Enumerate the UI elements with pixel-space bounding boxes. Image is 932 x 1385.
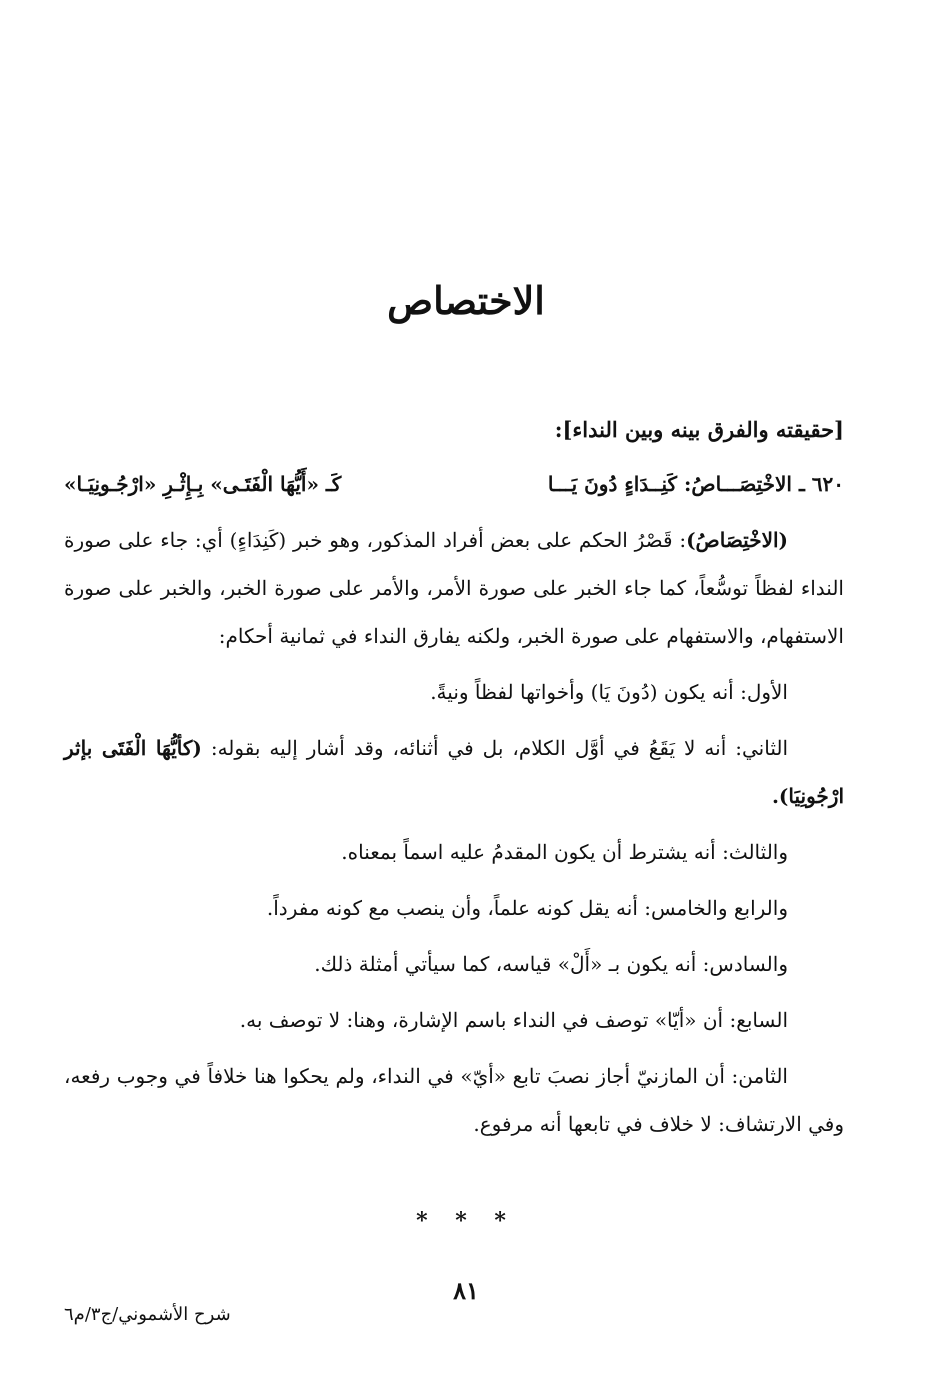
definition-term: (الاخْتِصَاصُ) [686,528,788,552]
rule-second [64,724,844,820]
definition-paragraph [64,516,844,660]
rule-third: والثالث: أنه يشترط أن يكون المقدمُ عليه اسماً بمعناه. [341,840,788,864]
rule-sixth: والسادس: أنه يكون بـ «أَلْ» قياسه، كما سيأتي أمثلة ذلك. [314,952,788,976]
verse-hemistich-2: كَـ «أَيُّهَا الْفَتَـى» بِـإِثْـرِ «ارْجُـونِيَـا» [64,472,342,496]
rule-fourth-fifth: والرابع والخامس: أنه يقل كونه علماً، وأن ينصب مع كونه مفرداً. [266,896,788,920]
rule-second-text: الثاني: أنه لا يَقَعُ في أوَّل الكلام، بل في أثنائه، وقد أشار إليه بقوله: [210,736,789,760]
section-heading: [حقيقته والفرق بينه وبين النداء]: [554,417,844,442]
rule-first: الأول: أنه يكون (دُونَ يَا) وأخواتها لفظاً ونيةً. [430,680,788,704]
rule-eighth: الثامن: أن المازنيّ أجاز نصبَ تابع «أيّ» في النداء، ولم يحكوا هنا خلافاً في وجوب رفعه، وفي الارتشاف: لا خلاف في تابعها أنه مرفوع. [64,1064,844,1136]
verse-line [64,460,844,508]
footer-reference: شرح الأشموني/ج٣/م٦ [64,1304,231,1325]
chapter-title: الاختصاص [387,278,545,323]
page-number: ٨١ [453,1276,479,1305]
section-separator: * * * [416,1208,516,1234]
rule-seventh: السابع: أن «أيّا» توصف في النداء باسم الإشارة، وهنا: لا توصف به. [239,1008,788,1032]
rule-second-quote: (كأيُّهَا الْفَتَى بإثر ارْجُونِيَا). [64,736,844,808]
main-text [64,406,844,1148]
verse-hemistich-1: ٦٢٠ ـ الاخْتِصَـــاصُ: كَنِــدَاءٍ دُونَ يَـــا [547,472,844,496]
definition-text: : قَصْرُ الحكم على بعض أفراد المذكور، وهو خبر (كَنِدَاءٍ) أي: جاء على صورة النداء لفظاً توسُّعاً، كما جاء الخبر على صورة الأمر، والأمر على صورة الخبر، والخبر على صورة الاستفهام، والاستفهام على صورة الخبر، ولكنه يفارق النداء في ثمانية أحكام: [64,528,844,648]
